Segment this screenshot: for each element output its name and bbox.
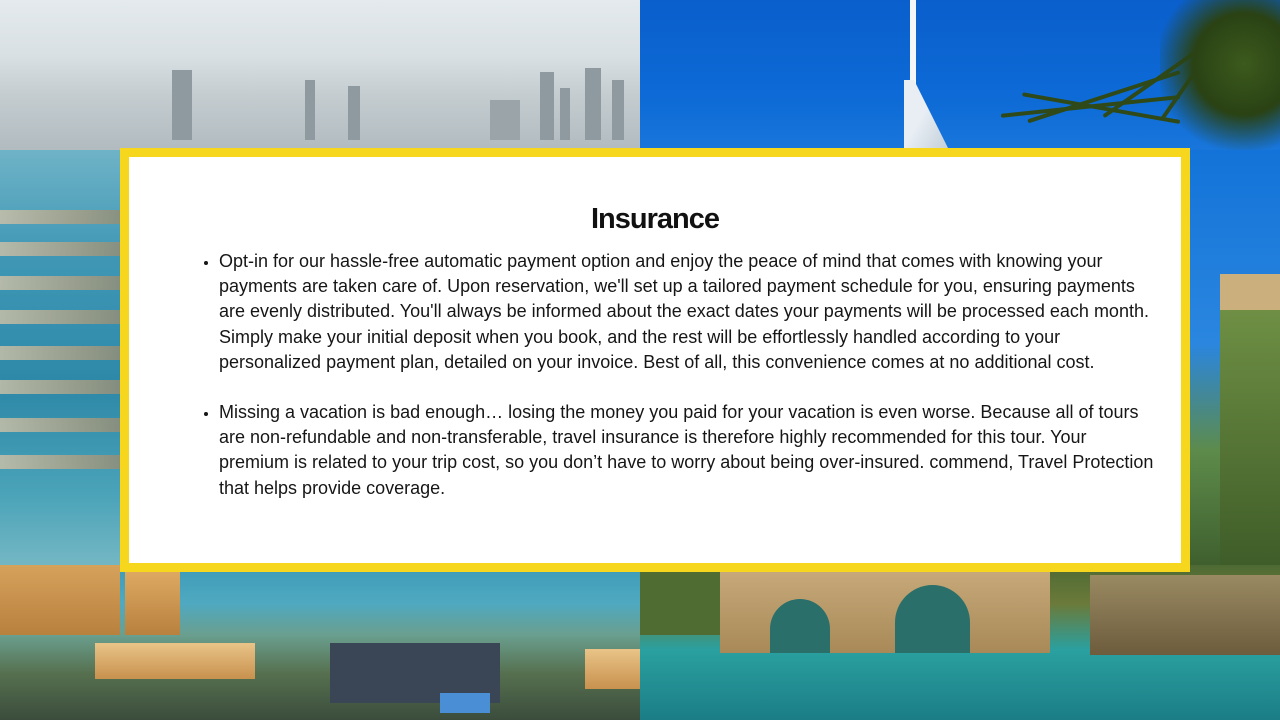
list-item-automatic-payment: • Opt-in for our hassle-free automatic payment option and enjoy the peace of mind that comes with knowing your payments are taken care of. Upon reservation, we'll set up a tailored payment schedule for you, ensuring payments are evenly distributed. You'll always be informed about the exact dates your payments will be processed each month. Simply make your initial deposit when you book, and the rest will be effortlessly handled according to your personalized payment plan, detailed on your invoice. Best of all, this convenience comes at no additional cost.	[219, 249, 1159, 375]
list-item-travel-insurance: • Missing a vacation is bad enough… losing the money you paid for your vacation is even worse. Because all of tours are non-refundable and non-transferable, travel insurance is therefore highly recommended for this tour. Your premium is related to your trip cost, so you don’t have to worry about being over-insured. commend, Travel Protection that helps provide coverage.	[219, 400, 1159, 501]
photo-burj-al-arab	[640, 0, 1280, 160]
insurance-points-list	[201, 249, 1159, 526]
photo-palm-island	[0, 150, 130, 580]
photo-canal-bridge	[640, 565, 1280, 720]
photo-atlantis-resort	[0, 565, 640, 720]
card-title: Insurance	[591, 203, 719, 235]
photo-city-skyline	[0, 0, 640, 160]
photo-madinat-tower	[1180, 150, 1280, 580]
insurance-card	[120, 148, 1190, 572]
